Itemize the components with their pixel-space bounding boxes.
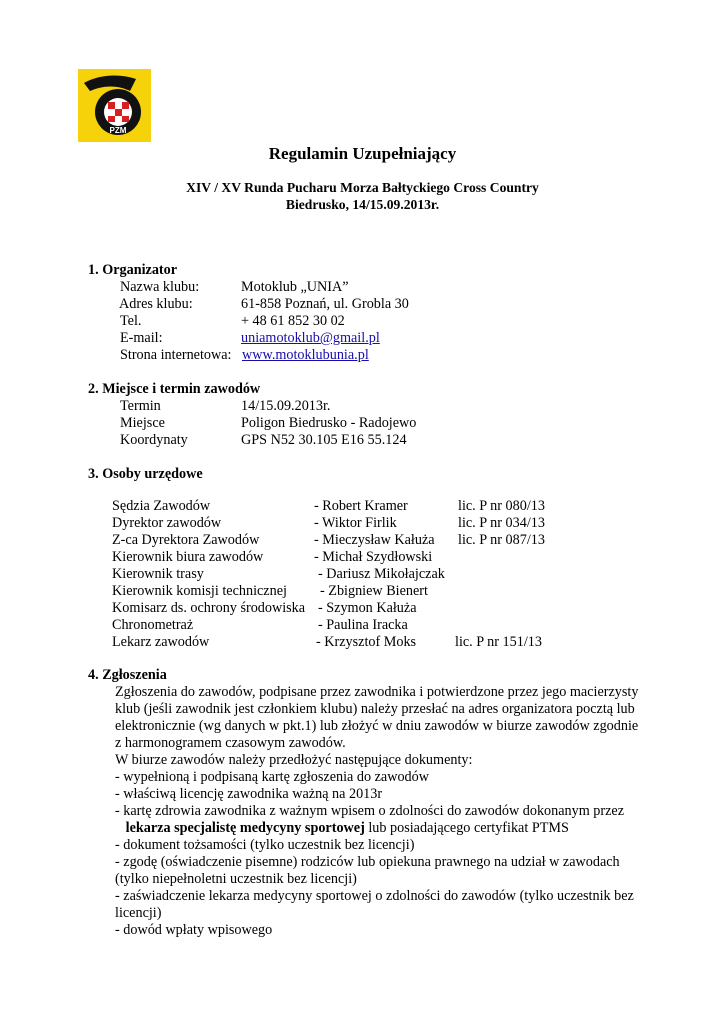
text-line: z harmonogramem czasowym zawodów.	[115, 735, 346, 751]
text-line: - właściwą licencję zawodnika ważną na 2013r	[115, 786, 383, 802]
section-2-heading: 2. Miejsce i termin zawodów	[88, 381, 261, 397]
text-line: - dokument tożsamości (tylko uczestnik bez licencji)	[115, 837, 415, 853]
official-role: Z-ca Dyrektora Zawodów	[112, 532, 260, 548]
website-link[interactable]: www.motoklubunia.pl	[242, 347, 369, 363]
official-name: - Michał Szydłowski	[314, 549, 433, 565]
official-role: Dyrektor zawodów	[112, 515, 222, 531]
official-role: Lekarz zawodów	[112, 634, 210, 650]
official-role: Komisarz ds. ochrony środowiska	[112, 600, 306, 616]
text-line: Zgłoszenia do zawodów, podpisane przez zawodnika i potwierdzone przez jego macierzysty	[115, 684, 639, 700]
official-licence: lic. P nr 034/13	[458, 515, 545, 531]
section-4-heading: 4. Zgłoszenia	[88, 667, 167, 683]
official-role: Kierownik komisji technicznej	[112, 583, 287, 599]
official-role: Chronometraż	[112, 617, 194, 633]
org-label: E-mail:	[120, 330, 163, 346]
event-label: Termin	[120, 398, 161, 414]
org-value: Motoklub „UNIA”	[241, 279, 349, 295]
org-label: Tel.	[120, 313, 142, 329]
text-line: - wypełnioną i podpisaną kartę zgłoszenia do zawodów	[115, 769, 429, 785]
official-licence: lic. P nr 087/13	[458, 532, 545, 548]
official-name: - Dariusz Mikołajczak	[318, 566, 445, 582]
official-licence: lic. P nr 151/13	[455, 634, 542, 650]
org-label: Strona internetowa:	[120, 347, 232, 363]
text-line: elektronicznie (wg danych w pkt.1) lub złożyć w dniu zawodów w biurze zawodów zgodnie	[115, 718, 639, 734]
text-line: - zgodę (oświadczenie pisemne) rodziców lub opiekuna prawnego na udział w zawodach	[115, 854, 620, 870]
event-value: GPS N52 30.105 E16 55.124	[241, 432, 407, 448]
text-after-bold: lub posiadającego certyfikat PTMS	[364, 820, 569, 836]
text-line: (tylko niepełnoletni uczestnik bez licencji)	[115, 871, 357, 887]
text-line: - kartę zdrowia zawodnika z ważnym wpisem o zdolności do zawodów dokonanym przez	[115, 803, 625, 819]
document-title: Regulamin Uzupełniający	[268, 144, 457, 163]
text-line: licencji)	[115, 905, 162, 921]
official-name: - Szymon Kałuża	[318, 600, 417, 616]
official-role: Kierownik trasy	[112, 566, 204, 582]
email-link[interactable]: uniamotoklub@gmail.pl	[241, 330, 380, 346]
official-role: Sędzia Zawodów	[112, 498, 211, 514]
org-value: + 48 61 852 30 02	[241, 313, 345, 329]
text-line: - dowód wpłaty wpisowego	[115, 922, 273, 938]
official-role: Kierownik biura zawodów	[112, 549, 264, 565]
event-value: 14/15.09.2013r.	[241, 398, 331, 414]
org-value: 61-858 Poznań, ul. Grobla 30	[241, 296, 409, 312]
official-name: - Robert Kramer	[314, 498, 408, 514]
event-label: Miejsce	[120, 415, 165, 431]
event-label: Koordynaty	[120, 432, 188, 448]
text-line-bold	[115, 820, 675, 837]
section-3-heading: 3. Osoby urzędowe	[88, 466, 203, 482]
official-licence: lic. P nr 080/13	[458, 498, 545, 514]
subtitle-line-1: XIV / XV Runda Pucharu Morza Bałtyckiego Cross Country	[186, 180, 539, 195]
pzm-logo	[78, 69, 151, 142]
event-value: Poligon Biedrusko - Radojewo	[241, 415, 417, 431]
section-1-heading: 1. Organizator	[88, 262, 178, 278]
registration-text	[115, 684, 675, 939]
official-name: - Paulina Iracka	[318, 617, 408, 633]
org-label: Nazwa klubu:	[120, 279, 200, 295]
text-line: klub (jeśli zawodnik jest członkiem klubu) należy przesłać na adres organizatora pocztą lub	[115, 701, 635, 717]
org-label: Adres klubu:	[119, 296, 193, 312]
official-name: - Krzysztof Moks	[316, 634, 417, 650]
text-line: - zaświadczenie lekarza medycyny sportowej o zdolności do zawodów (tylko uczestnik bez	[115, 888, 634, 904]
official-name: - Wiktor Firlik	[314, 515, 397, 531]
bold-phrase: lekarza specjalistę medycyny sportowej	[125, 820, 365, 836]
logo-text: PZM	[109, 126, 127, 135]
text-line: W biurze zawodów należy przedłożyć następujące dokumenty:	[115, 752, 473, 768]
official-name: - Mieczysław Kałuża	[314, 532, 435, 548]
official-name: - Zbigniew Bienert	[320, 583, 428, 599]
subtitle-line-2: Biedrusko, 14/15.09.2013r.	[285, 197, 440, 212]
